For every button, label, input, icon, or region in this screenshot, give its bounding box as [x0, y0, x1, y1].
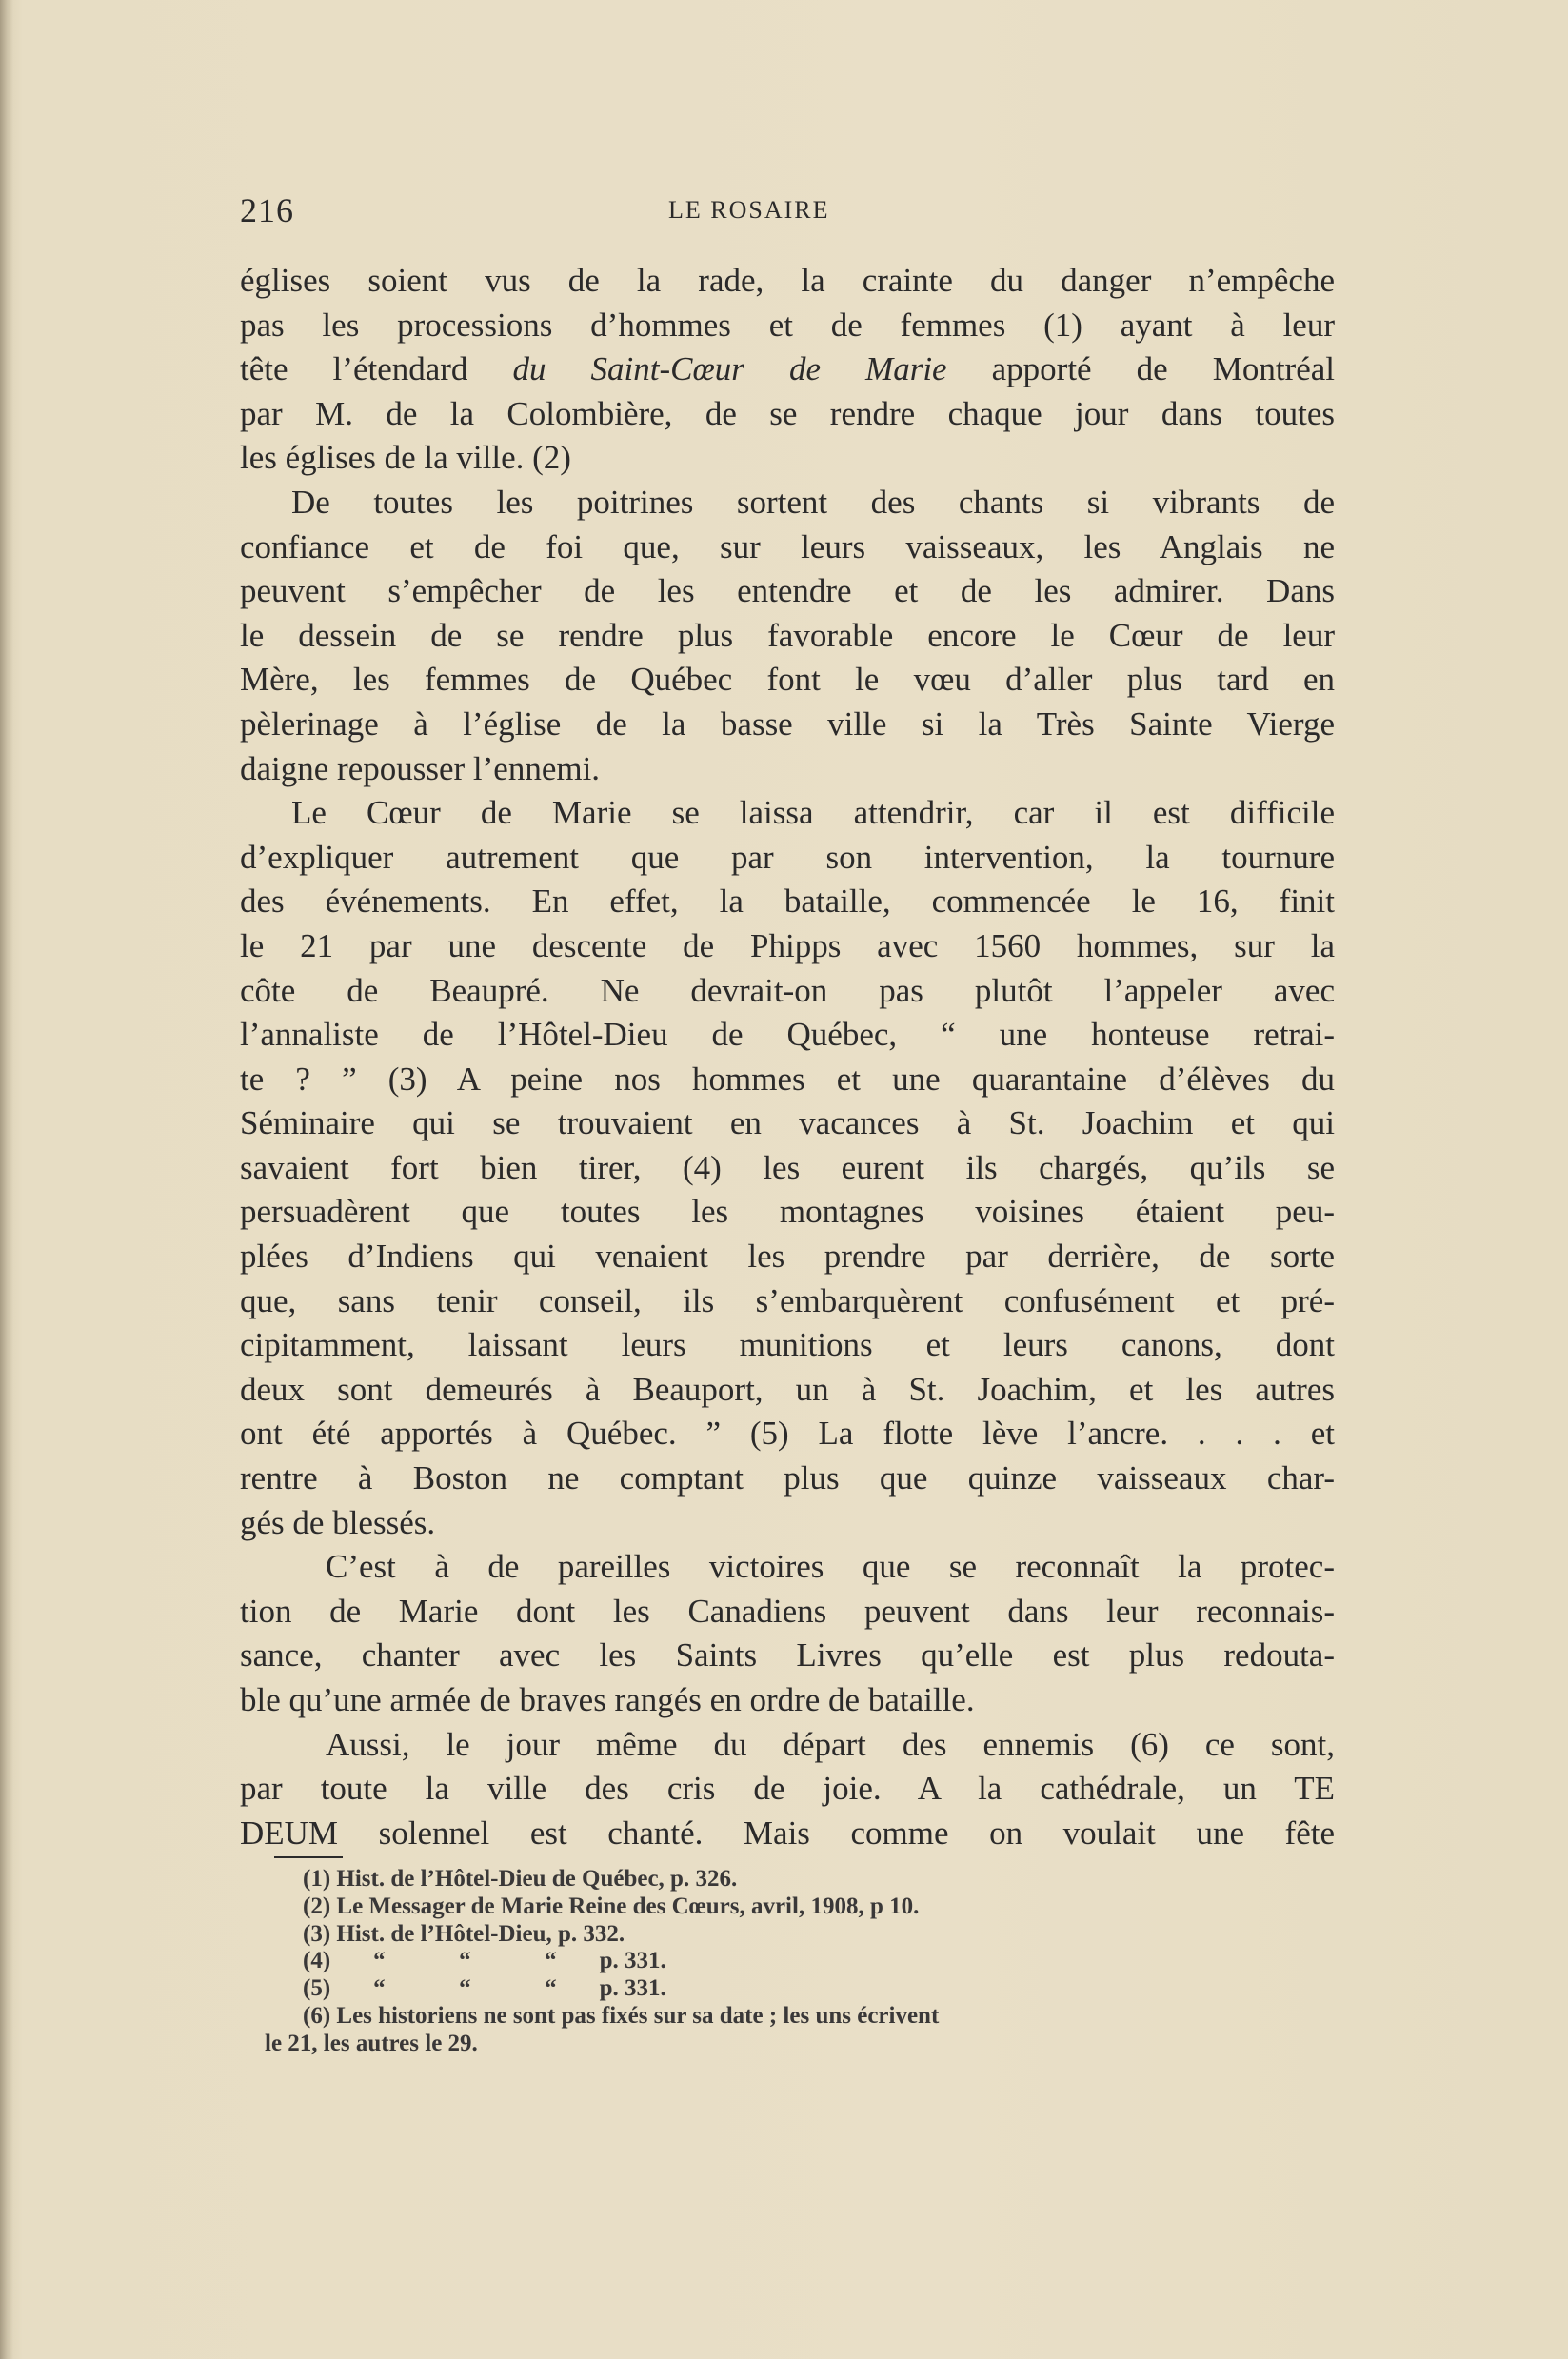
paragraph-start: C’est à de pareilles victoires que se reconnaît la protec-	[326, 1548, 1335, 1586]
text-line: DEUM solennel est chanté. Mais comme on voulait une fête	[240, 1814, 1335, 1852]
footnote-page: p. 331.	[599, 1948, 666, 1974]
text-line: des événements. En effet, la bataille, commencée le 16, finit	[240, 882, 1335, 921]
footnote: (3) Hist. de l’Hôtel-Dieu, p. 332.	[303, 1920, 625, 1947]
text-line: Mère, les femmes de Québec font le vœu d’aller plus tard en	[240, 661, 1335, 699]
text-line: que, sans tenir conseil, ils s’embarquèrent confusément et pré-	[240, 1281, 1335, 1319]
text-line: sance, chanter avec les Saints Livres qu’elle est plus redouta-	[240, 1636, 1335, 1675]
text-line: Séminaire qui se trouvaient en vacances à St. Joachim et qui	[240, 1104, 1335, 1142]
text-line: par toute la ville des cris de joie. A la cathédrale, un TE	[240, 1770, 1335, 1808]
footnote: (2) Le Messager de Marie Reine des Cœurs, avril, 1908, p 10.	[303, 1893, 920, 1919]
footnote-rule	[274, 1856, 343, 1858]
text-line: le 21 par une descente de Phipps avec 1560 hommes, sur la	[240, 926, 1335, 964]
text-line: deux sont demeurés à Beauport, un à St. Joachim, et les autres	[240, 1370, 1335, 1408]
text-line: pèlerinage à l’église de la basse ville si la Très Sainte Vierge	[240, 704, 1335, 743]
text-line: tête l’étendard du Saint-Cœur de Marie apporté de Montréal	[240, 350, 1335, 388]
footnote: (1) Hist. de l’Hôtel-Dieu de Québec, p. 326.	[303, 1866, 738, 1892]
ditto-mark: “	[373, 1975, 386, 2002]
text-line: cipitamment, laissant leurs munitions et leurs canons, dont	[240, 1326, 1335, 1364]
text-line: par M. de la Colombière, de se rendre chaque jour dans toutes	[240, 394, 1335, 432]
italic-title: du Saint-Cœur de Marie	[512, 350, 947, 388]
footnote: (6) Les historiens ne sont pas fixés sur sa date ; les uns écrivent	[303, 2002, 940, 2029]
text-line: persuadèrent que toutes les montagnes voisines étaient peu-	[240, 1193, 1335, 1231]
page-header	[240, 190, 1335, 228]
paragraph-start: Le Cœur de Marie se laissa attendrir, car il est difficile	[291, 794, 1335, 832]
text-line: l’annaliste de l’Hôtel-Dieu de Québec, “ une honteuse retrai-	[240, 1016, 1335, 1054]
body-text	[240, 259, 1335, 1855]
footnote-continuation: le 21, les autres le 29.	[265, 2030, 478, 2056]
text-line: peuvent s’empêcher de les entendre et de les admirer. Dans	[240, 572, 1335, 610]
text-line: églises soient vus de la rade, la crainte du danger n’empêche	[240, 262, 1335, 299]
text-line: les églises de la ville. (2)	[240, 439, 571, 477]
paragraph-start: Aussi, le jour même du départ des ennemis (6) ce sont,	[326, 1725, 1335, 1763]
text-line: daigne repousser l’ennemi.	[240, 749, 601, 787]
running-title: LE ROSAIRE	[668, 196, 830, 224]
footnotes	[265, 1866, 1350, 2058]
text-line: rentre à Boston ne comptant plus que quinze vaisseaux char-	[240, 1459, 1335, 1497]
text-line: confiance et de foi que, sur leurs vaisseaux, les Anglais ne	[240, 527, 1335, 565]
text-line: te ? ” (3) A peine nos hommes et une quarantaine d’élèves du	[240, 1060, 1335, 1098]
footnote	[303, 1975, 1350, 2003]
text-line: d’expliquer autrement que par son intervention, la tournure	[240, 838, 1335, 876]
footnote-number: (4)	[303, 1948, 331, 1974]
text-line: savaient fort bien tirer, (4) les eurent ils chargés, qu’ils se	[240, 1148, 1335, 1186]
footnote	[303, 1948, 1350, 1975]
ditto-mark: “	[459, 1975, 471, 2002]
text-line: ble qu’une armée de braves rangés en ordre de bataille.	[240, 1681, 975, 1718]
page-edge	[0, 0, 13, 2359]
ditto-mark: “	[545, 1948, 557, 1974]
footnote-page: p. 331.	[599, 1975, 666, 2002]
paragraph-start: De toutes les poitrines sortent des chants si vibrants de	[291, 483, 1335, 521]
text-line: côte de Beaupré. Ne devrait-on pas plutôt l’appeler avec	[240, 971, 1335, 1009]
text-line: le dessein de se rendre plus favorable encore le Cœur de leur	[240, 616, 1335, 654]
text-line: ont été apportés à Québec. ” (5) La flotte lève l’ancre. . . . et	[240, 1415, 1335, 1453]
text-line: tion de Marie dont les Canadiens peuvent dans leur reconnais-	[240, 1592, 1335, 1630]
ditto-mark: “	[545, 1975, 557, 2002]
text-line: plées d’Indiens qui venaient les prendre par derrière, de sorte	[240, 1238, 1335, 1276]
text-line: pas les processions d’hommes et de femmes (1) ayant à leur	[240, 306, 1335, 344]
ditto-mark: “	[373, 1948, 386, 1974]
text-line: gés de blessés.	[240, 1503, 436, 1541]
page-number: 216	[240, 191, 294, 229]
footnote-number: (5)	[303, 1975, 331, 2002]
ditto-mark: “	[459, 1948, 471, 1974]
